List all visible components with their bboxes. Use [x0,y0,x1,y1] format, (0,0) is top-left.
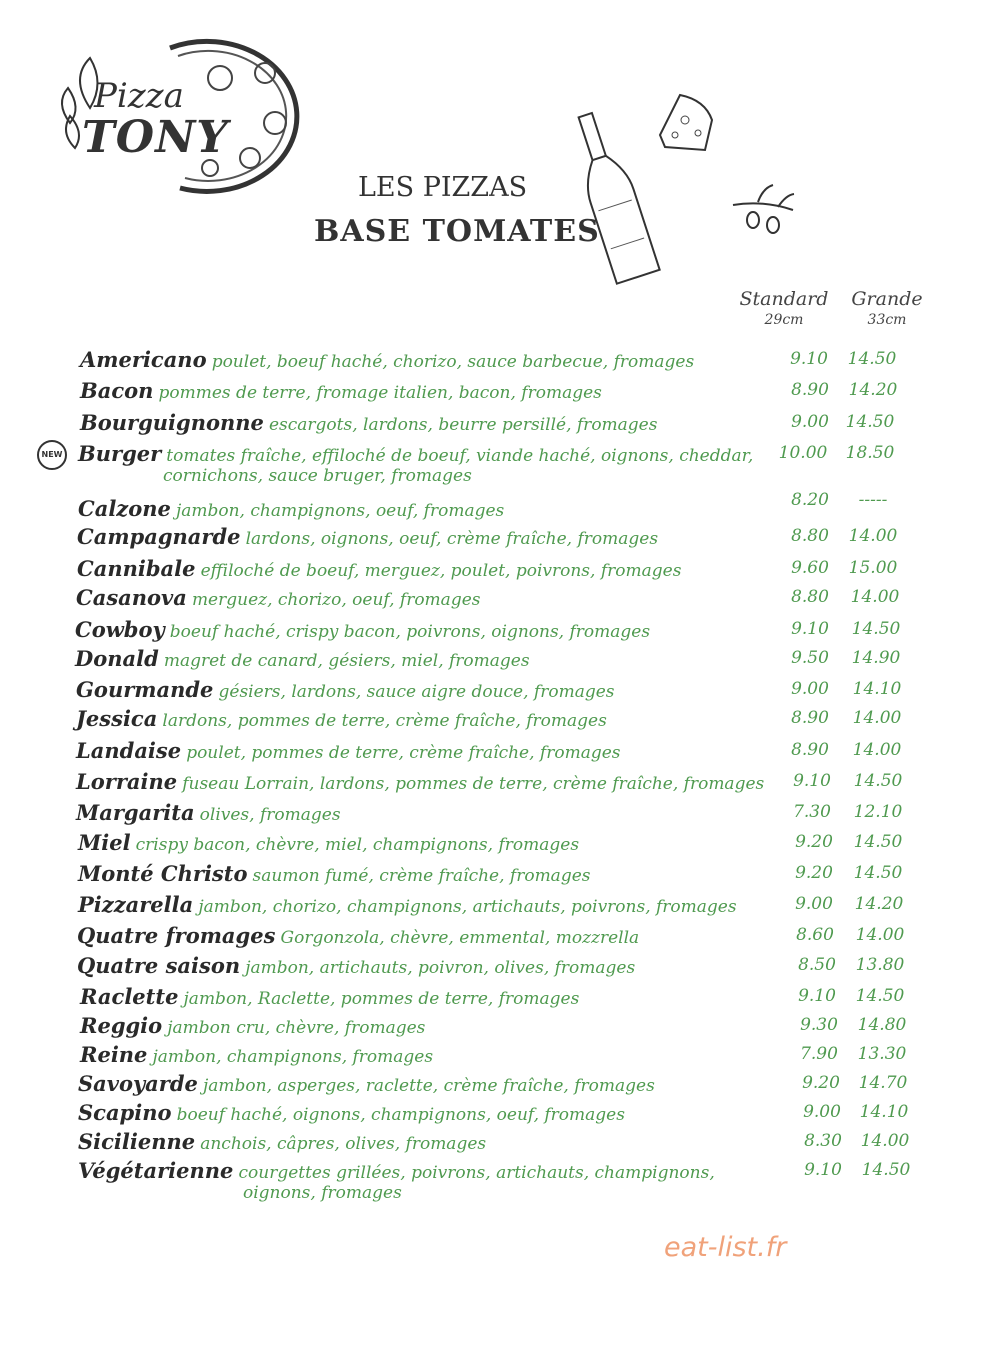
menu-item-line [80,410,657,435]
menu-item [0,378,989,410]
price-standard: 8.30 [804,1131,842,1151]
logo [50,28,320,198]
pizza-ingredients-continued: cornichons, sauce bruger, fromages [163,466,472,486]
menu-item-line [80,1013,425,1038]
pizza-ingredients: saumon fumé, crème fraîche, fromages [252,866,591,886]
menu-item-line [76,677,615,702]
price-grande: 14.20 [854,894,904,914]
price-standard: 9.00 [803,1102,841,1122]
pizza-name: Jessica [76,706,158,731]
menu-item-line [78,1129,486,1154]
pizza-name: Reine [80,1042,148,1067]
price-standard: 9.10 [793,771,831,791]
price-standard: 9.10 [804,1160,842,1180]
pizza-name: Miel [78,830,131,855]
price-standard: 8.20 [791,490,829,510]
price-grande: 18.50 [845,443,895,463]
pizza-ingredients: lardons, oignons, oeuf, crème fraîche, fromages [245,529,659,549]
pizza-name: Casanova [76,585,187,610]
menu-item [0,861,989,893]
menu-item [0,617,989,649]
menu-item-line [78,861,591,886]
price-grande: 14.00 [852,740,902,760]
pizza-name: Lorraine [76,769,178,794]
menu-item [0,706,989,738]
price-grande: 14.50 [847,349,897,369]
pizza-ingredients: pommes de terre, fromage italien, bacon, fromages [158,383,602,403]
price-standard: 9.50 [791,648,829,668]
menu-item [0,800,989,832]
price-grande: 15.00 [848,558,898,578]
pizza-ingredients-continued: oignons, fromages [243,1183,402,1203]
price-grande: 13.30 [857,1044,907,1064]
menu-item-line [78,496,504,521]
pizza-name: Quatre fromages [77,923,276,948]
menu-item [0,556,989,588]
menu-item [0,953,989,985]
menu-item-line [75,617,650,642]
price-standard: 9.10 [798,986,836,1006]
menu-item [0,585,989,617]
pizza-name: Végétarienne [78,1158,234,1183]
menu-item-line [76,738,621,763]
column-standard-size: 29cm [764,312,804,328]
pizza-ingredients: courgettes grillées, poivrons, artichauts, champignons, [238,1163,715,1183]
column-standard-label: Standard [739,288,829,310]
price-standard: 9.60 [791,558,829,578]
menu-item-line [76,769,764,794]
pizza-ingredients: poulet, pommes de terre, crème fraîche, fromages [186,743,621,763]
pizza-ingredients: anchois, câpres, olives, fromages [200,1134,487,1154]
price-grande: 14.00 [860,1131,910,1151]
price-standard: 9.20 [795,863,833,883]
pizza-ingredients: poulet, boeuf haché, chorizo, sauce barbecue, fromages [211,352,695,372]
pizza-ingredients: magret de canard, gésiers, miel, fromages [163,651,530,671]
menu-item-line [76,585,480,610]
price-standard: 8.60 [796,925,834,945]
pizza-ingredients: olives, fromages [199,805,341,825]
section-title: LES PIZZAS [358,172,528,203]
menu-item [0,738,989,770]
menu-item-line [75,646,530,671]
pizza-ingredients: fuseau Lorrain, lardons, pommes de terre, crème fraîche, fromages [182,774,765,794]
pizza-ingredients: jambon, asperges, raclette, crème fraîche, fromages [203,1076,655,1096]
new-badge-icon: NEW [37,440,67,470]
cheese-icon [650,85,720,160]
menu-item [0,830,989,862]
pizza-ingredients: effiloché de boeuf, merguez, poulet, poivrons, fromages [200,561,682,581]
menu-item [0,1158,989,1203]
menu-item [0,677,989,709]
pizza-name: Landaise [76,738,182,763]
price-standard: 8.80 [791,526,829,546]
pizza-name: Margarita [76,800,195,825]
price-standard: 8.50 [798,955,836,975]
price-standard: 7.30 [793,802,831,822]
pizza-name: Reggio [80,1013,163,1038]
price-grande: 12.10 [853,802,903,822]
pizza-ingredients: gésiers, lardons, sauce aigre douce, fromages [218,682,615,702]
pizza-ingredients: jambon, chorizo, champignons, artichauts, poivrons, fromages [198,897,737,917]
menu-item-line [77,524,658,549]
pizza-name: Savoyarde [78,1071,198,1096]
menu-item-line [77,953,635,978]
column-header-grande [846,288,928,328]
menu-item-line [78,1100,625,1125]
column-grande-size: 33cm [867,312,907,328]
price-grande: 14.10 [859,1102,909,1122]
watermark: eat-list.fr [664,1232,787,1263]
menu-item [0,410,989,442]
menu-item-line [78,1071,655,1096]
menu-item-line [76,706,607,731]
price-grande: 14.10 [852,679,902,699]
pizza-name: Pizzarella [78,892,194,917]
price-grande: 14.50 [853,863,903,883]
price-standard: 9.10 [790,349,828,369]
pizza-name: Cowboy [75,617,165,642]
pizza-name: Quatre saison [77,953,241,978]
price-grande: 14.50 [853,771,903,791]
pizza-name: Raclette [80,984,179,1009]
menu-item [0,769,989,801]
menu-item [0,1042,989,1074]
price-standard: 9.00 [791,412,829,432]
pizza-name: Bourguignonne [80,410,264,435]
menu-item [0,646,989,678]
price-grande: 13.80 [855,955,905,975]
pizza-ingredients: boeuf haché, crispy bacon, poivrons, oignons, fromages [169,622,651,642]
price-grande: 14.70 [858,1073,908,1093]
price-standard: 9.20 [802,1073,840,1093]
price-standard: 10.00 [778,443,828,463]
menu-item-line [77,556,681,581]
price-standard: 8.90 [791,740,829,760]
menu-item-line [78,830,579,855]
pizza-name: Scapino [78,1100,172,1125]
menu-item-line [80,984,579,1009]
price-grande: 14.50 [855,986,905,1006]
price-standard: 7.90 [800,1044,838,1064]
pizza-ingredients: jambon cru, chèvre, fromages [167,1018,426,1038]
pizza-name: Calzone [78,496,171,521]
pizza-ingredients: jambon, Raclette, pommes de terre, fromages [183,989,580,1009]
price-grande: 14.50 [861,1160,911,1180]
menu-item-line [80,1042,433,1067]
pizza-name: Cannibale [77,556,196,581]
menu-item [0,524,989,556]
olive-branch-icon [728,180,798,245]
pizza-ingredients: jambon, champignons, oeuf, fromages [175,501,505,521]
pizza-ingredients: jambon, artichauts, poivron, olives, fromages [245,958,636,978]
menu-item [0,892,989,924]
price-standard: 9.10 [791,619,829,639]
price-standard: 9.00 [791,679,829,699]
menu-item-line [78,1158,715,1183]
pizza-ingredients: jambon, champignons, fromages [152,1047,434,1067]
price-standard: 8.90 [791,380,829,400]
menu-item [0,441,989,486]
menu-item-line [76,800,341,825]
price-standard: 8.90 [791,708,829,728]
pizza-name: Monté Christo [78,861,248,886]
menu-item [0,984,989,1016]
column-header-standard [738,288,830,328]
pizza-ingredients: tomates fraîche, effiloché de boeuf, viande haché, oignons, cheddar, [166,446,754,466]
pizza-name: Donald [75,646,159,671]
pizza-name: Bacon [80,378,154,403]
pizza-ingredients: lardons, pommes de terre, crème fraîche, fromages [162,711,607,731]
price-grande: 14.00 [850,587,900,607]
logo-tony-text: TONY [82,112,229,163]
menu-item [0,347,989,379]
menu-item [0,1013,989,1045]
price-standard: 9.20 [795,832,833,852]
pizza-name: Burger [78,441,162,466]
menu-item [0,923,989,955]
price-standard: 9.30 [800,1015,838,1035]
menu-item-line [78,441,753,466]
price-standard: 8.80 [791,587,829,607]
menu-item-line [80,347,694,372]
section-subtitle: BASE TOMATES [314,214,600,249]
price-grande: 14.50 [845,412,895,432]
price-grande: 14.80 [857,1015,907,1035]
pizza-ingredients: escargots, lardons, beurre persillé, fromages [268,415,658,435]
price-standard: 9.00 [795,894,833,914]
menu-item [0,1071,989,1103]
price-grande: 14.00 [855,925,905,945]
price-grande: 14.00 [848,526,898,546]
menu-item-line [78,892,737,917]
pizza-ingredients: Gorgonzola, chèvre, emmental, mozzrella [280,928,640,948]
menu-item-line [80,378,602,403]
pizza-name: Gourmande [76,677,214,702]
menu-item-line [77,923,639,948]
pizza-name: Sicilienne [78,1129,196,1154]
price-grande: 14.20 [848,380,898,400]
column-grande-label: Grande [851,288,923,310]
pizza-ingredients: boeuf haché, oignons, champignons, oeuf, fromages [176,1105,625,1125]
pizza-ingredients: crispy bacon, chèvre, miel, champignons, fromages [135,835,580,855]
logo-pizza-text: Pizza [94,76,184,116]
pizza-ingredients: merguez, chorizo, oeuf, fromages [191,590,481,610]
price-grande: 14.50 [853,832,903,852]
price-grande: 14.00 [852,708,902,728]
menu-item [0,1129,989,1161]
pizza-name: Campagnarde [77,524,241,549]
price-grande: ----- [858,490,888,510]
menu-item [0,1100,989,1132]
price-grande: 14.90 [851,648,901,668]
pizza-name: Americano [80,347,207,372]
price-grande: 14.50 [851,619,901,639]
